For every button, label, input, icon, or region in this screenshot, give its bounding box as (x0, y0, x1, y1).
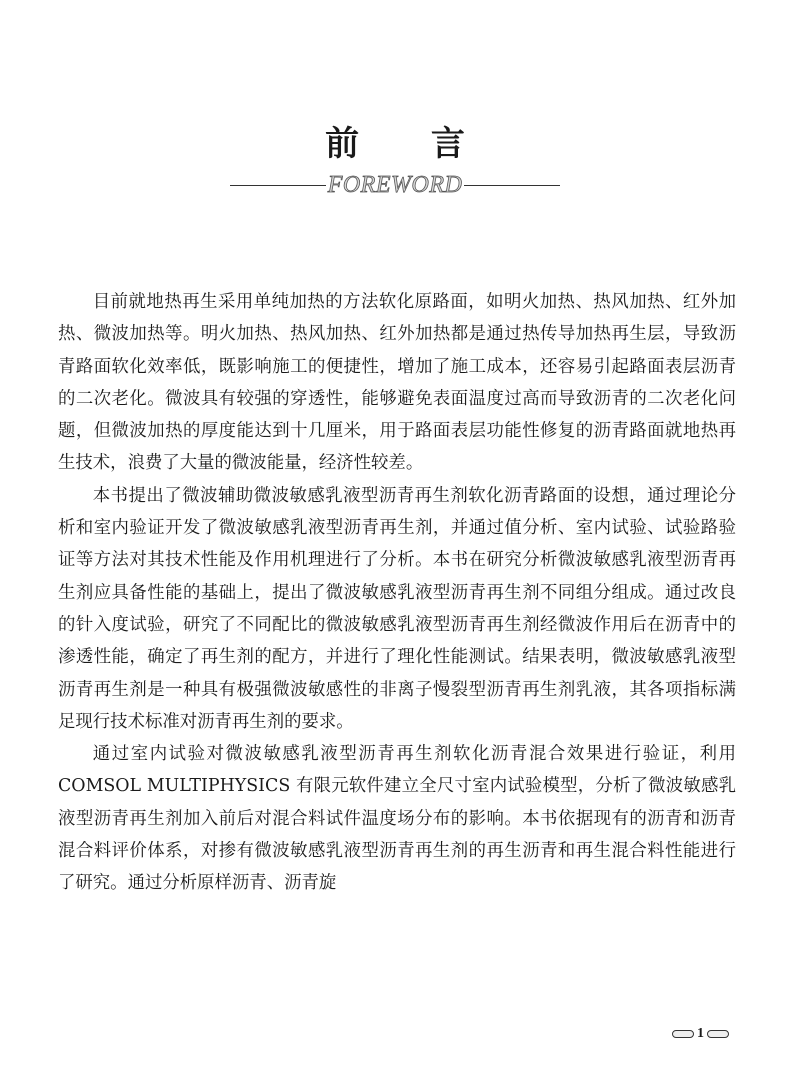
page-number-ornament-right (707, 1030, 729, 1038)
page-title: 前 言 (325, 124, 495, 164)
subtitle-rule-left (230, 185, 326, 186)
paragraph: 目前就地热再生采用单纯加热的方法软化原路面，如明火加热、热风加热、红外加热、微波加热等。明火加热、热风加热、红外加热都是通过热传导加热再生层，导致沥青路面软化效率低，既影响施工的便捷性，增加了施工成本，还容易引起路面表层沥青的二次老化。微波具有较强的穿透性，能够避免表面温度过高而导致沥青的二次老化问题，但微波加热的厚度能达到十几厘米，用于路面表层功能性修复的沥青路面就地热再生技术，浪费了大量的微波能量，经济性较差。 (58, 292, 736, 474)
page-number (672, 1026, 729, 1042)
body-text (58, 286, 736, 900)
page-subtitle: FOREWORD (327, 171, 463, 198)
page-number-ornament-left (672, 1030, 694, 1038)
subtitle-row (230, 170, 560, 200)
page-number-value: 1 (697, 1026, 704, 1041)
paragraph: 通过室内试验对微波敏感乳液型沥青再生剂软化沥青混合效果进行验证，利用 COMSOL MULTIPHYSICS 有限元软件建立全尺寸室内试验模型，分析了微波敏感乳液型沥青再生剂加入前后对混合料试件温度场分布的影响。本书依据现有的沥青和沥青混合料评价体系，对掺有微波敏感乳液型沥青再生剂的再生沥青和再生混合料性能进行了研究。通过分析原样沥青、沥青旋 (58, 744, 736, 894)
paragraph: 本书提出了微波辅助微波敏感乳液型沥青再生剂软化沥青路面的设想，通过理论分析和室内验证开发了微波敏感乳液型沥青再生剂，并通过值分析、室内试验、试验路验证等方法对其技术性能及作用机理进行了分析。本书在研究分析微波敏感乳液型沥青再生剂应具备性能的基础上，提出了微波敏感乳液型沥青再生剂不同组分组成。通过改良的针入度试验，研究了不同配比的微波敏感乳液型沥青再生剂经微波作用后在沥青中的渗透性能，确定了再生剂的配方，并进行了理化性能测试。结果表明，微波敏感乳液型沥青再生剂是一种具有极强微波敏感性的非离子慢裂型沥青再生剂乳液，其各项指标满足现行技术标准对沥青再生剂的要求。 (58, 485, 736, 732)
subtitle-rule-right (464, 185, 560, 186)
